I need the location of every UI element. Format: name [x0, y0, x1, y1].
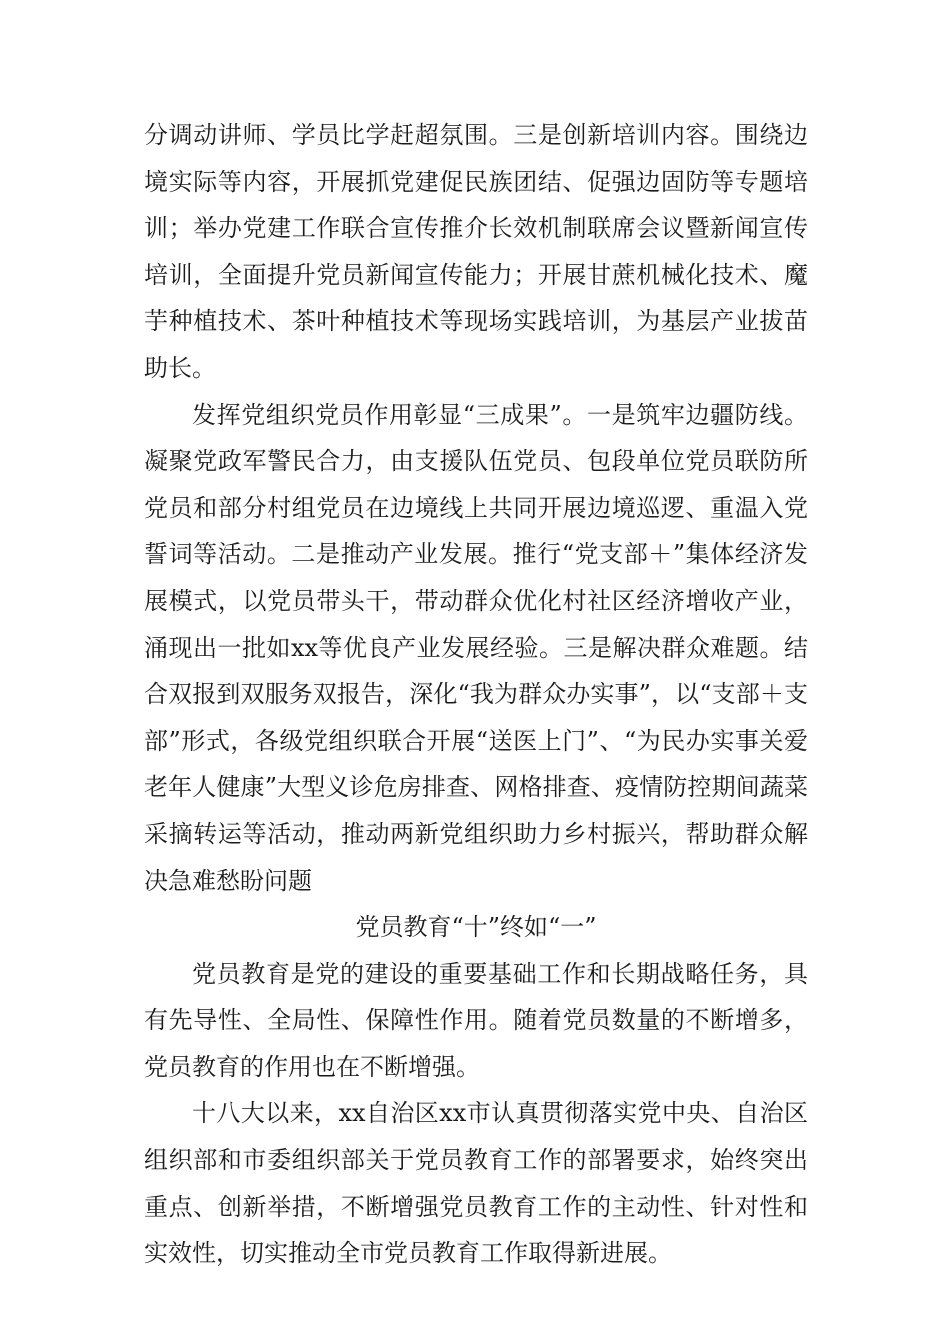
- paragraph-since-18th-congress: 十八大以来，xx自治区xx市认真贯彻落实党中央、自治区组织部和市委组织部关于党员教育工作的部署要求，始终突出重点、创新举措，不断增强党员教育工作的主动性、针对性和实效性，切实推动全市党员教育工作取得新进展。: [144, 1099, 808, 1268]
- paragraph-training-content: 分调动讲师、学员比学赶超氛围。三是创新培训内容。围绕边境实际等内容，开展抓党建促民族团结、促强边固防等专题培训；举办党建工作联合宣传推介长效机制联席会议暨新闻宣传培训，全面提升党员新闻宣传能力；开展甘蔗机械化技术、魔芋种植技术、茶叶种植技术等现场实践培训，为基层产业拔苗助长。: [144, 121, 808, 382]
- section-heading: 党员教育“十”终如“一”: [355, 913, 597, 942]
- paragraph-party-education-intro: 党员教育是党的建设的重要基础工作和长期战略任务，具有先导性、全局性、保障性作用。随着党员数量的不断增多，党员教育的作用也在不断增强。: [144, 959, 808, 1081]
- document-page: [144, 112, 808, 1277]
- paragraph-three-achievements: 发挥党组织党员作用彰显“三成果”。一是筑牢边疆防线。凝聚党政军警民合力，由支援队伍党员、包段单位党员联防所党员和部分村组党员在边境线上共同开展边境巡逻、重温入党誓词等活动。二是推动产业发展。推行“党支部＋”集体经济发展模式，以党员带头干，带动群众优化村社区经济增收产业，涌现出一批如xx等优良产业发展经验。三是解决群众难题。结合双报到双服务双报告，深化“我为群众办实事”，以“支部＋支部”形式，各级党组织联合开展“送医上门”、“为民办实事关爱老年人健康”大型义诊危房排查、网格排查、疫情防控期间蔬菜采摘转运等活动，推动两新党组织助力乡村振兴，帮助群众解决急难愁盼问题: [144, 400, 808, 895]
